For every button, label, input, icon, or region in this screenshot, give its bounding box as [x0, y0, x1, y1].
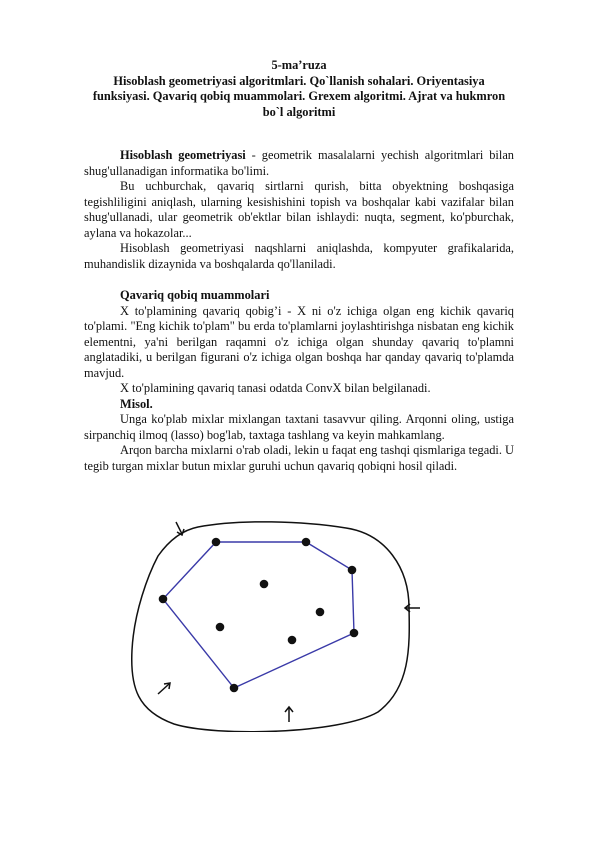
spacer [84, 272, 514, 288]
intro-paragraph [84, 148, 514, 179]
convex-paragraph-2: X to'plamining qavariq tanasi odatda ConvX bilan belgilanadi. [120, 381, 431, 395]
spacer [84, 120, 514, 148]
section-heading: Qavariq qobiq muammolari [120, 288, 270, 302]
convex-paragraph-4: Arqon barcha mixlarni o'rab oladi, lekin u faqat eng tashqi qismlariga tegadi. U tegib turgan mixlar butun mixlar guruhi uchun qavariq qobiqni hosil qiladi. [84, 443, 514, 473]
tighten-arrows [158, 522, 420, 722]
arrow-bottom [285, 707, 293, 722]
hull-point [159, 595, 168, 604]
interior-point [260, 580, 269, 589]
lecture-number: 5-ma’ruza [271, 58, 327, 72]
interior-points [216, 580, 325, 645]
document-page [84, 58, 514, 474]
hull-point [230, 684, 239, 693]
intro-paragraph-3: Hisoblash geometriyasi naqshlarni aniqlashda, kompyuter grafikalarida, muhandislik dizaynida va boshqalarda qo'llaniladi. [84, 241, 514, 271]
convex-hull-polygon [163, 542, 354, 688]
title-line-1: Hisoblash geometriyasi algoritmlari. Qo`llanish sohalari. Oriyentasiya [113, 73, 485, 88]
title-line-3: bo`l algoritmi [262, 104, 336, 119]
hull-vertices [159, 538, 359, 693]
example-heading: Misol. [120, 396, 153, 411]
convex-paragraph-1: X to'plamining qavariq qobig’i - X ni o'z ichiga olgan eng kichik qavariq to'plami. "Eng kichik to'plam" bu erda to'plamlarni joylashtirishga nisbatan eng kichik elementni, ya'ni berilgan raqamni o'z ichiga olgan shunday qavariq to'plamni anglatadiki, u berilgan figurani o'z ichiga olgan boshqa har qanday qavariq to'plamda mavjud. [84, 303, 514, 380]
arrow-top-left [176, 522, 184, 535]
intro-term: Hisoblash geometriyasi [120, 148, 246, 162]
intro-definition: - geometrik masalalarni yechish algoritmlari bilan shug'ullanadigan informatika bo'limi. [84, 148, 515, 178]
interior-point [216, 623, 225, 632]
hull-point [348, 566, 357, 575]
convex-hull-figure [128, 520, 428, 732]
title-line-2: funksiyasi. Qavariq qobiq muammolari. Grexem algoritmi. Ajrat va hukmron [92, 89, 506, 103]
interior-point [316, 608, 325, 617]
interior-point [288, 636, 297, 645]
arrow-right [405, 604, 420, 612]
convex-hull-diagram [128, 520, 428, 732]
hull-point [350, 629, 359, 638]
hull-point [212, 538, 221, 547]
arrow-bottom-left [158, 683, 170, 694]
convex-paragraph-3: Unga ko'plab mixlar mixlangan taxtani tasavvur qiling. Arqonni oling, ustiga sirpanchiq ilmoq (lasso) bog'lab, taxtaga tashlang va keyin mahkamlang. [84, 412, 514, 442]
intro-paragraph-2: Bu uchburchak, qavariq sirtlarni qurish, bitta obyektning boshqasiga tegishliligini aniqlash, ularning kesishishini topish va boshqalar kabi vazifalar bilan shug'ullanadi, ular geometrik ob'ektlar bilan ishlaydi: nuqta, segment, ko'pburchak, aylana va hokazolar... [84, 179, 514, 240]
hull-point [302, 538, 311, 547]
lasso-curve [132, 522, 410, 732]
